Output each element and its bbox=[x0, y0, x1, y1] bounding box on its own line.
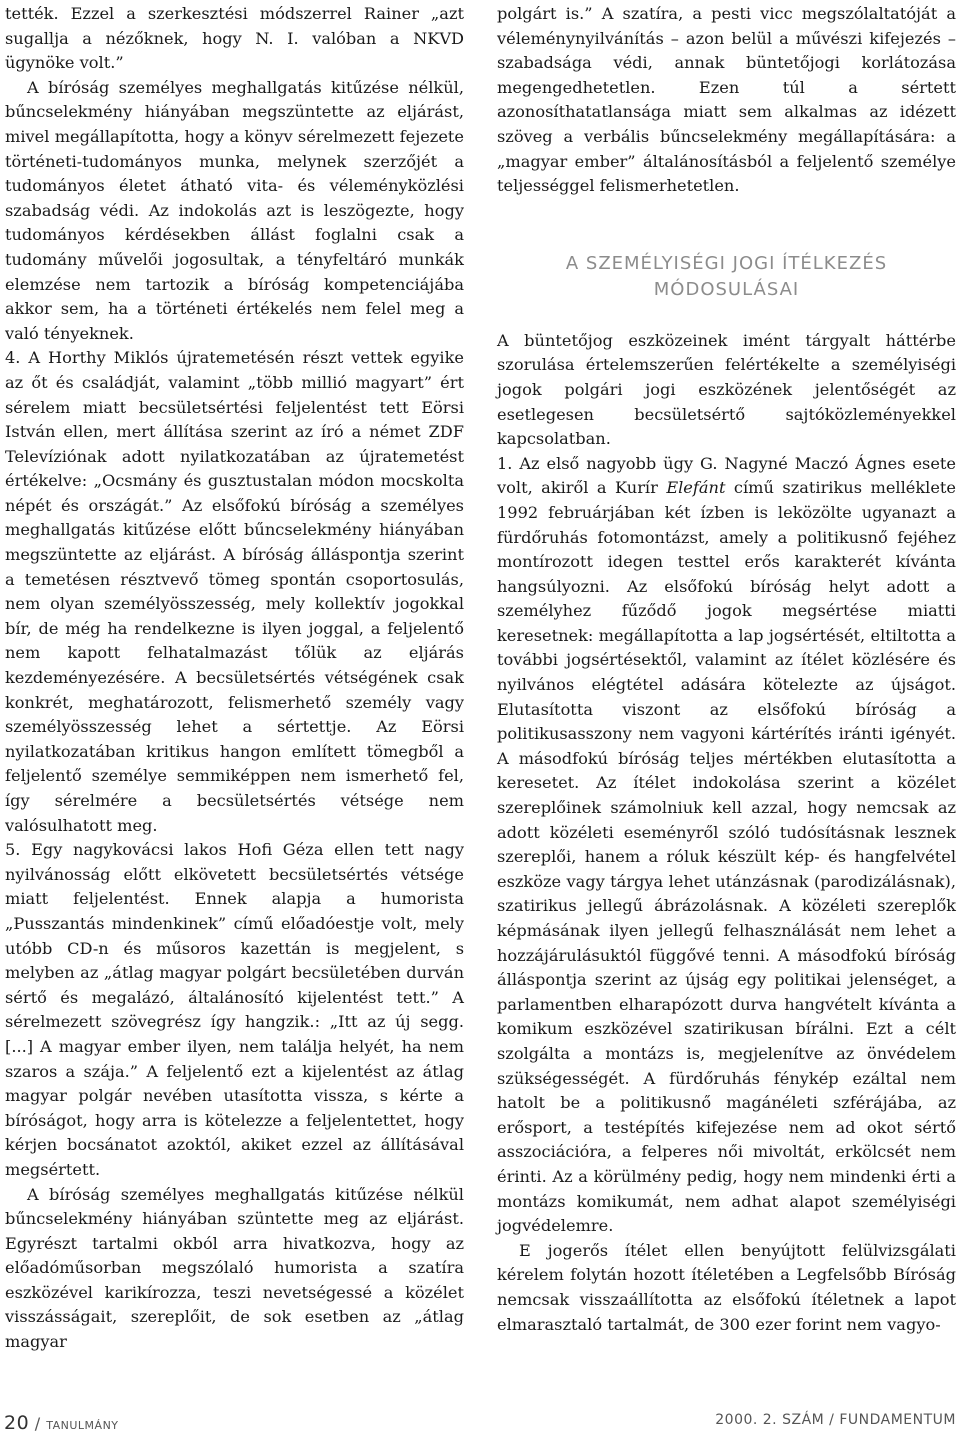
paragraph: 5. Egy nagykovácsi lakos Hofi Géza ellen tett nagy nyilvánosság előtt elkövetett becsületsértés vétsége miatt feljelentést. Ennek alapja a humorista „Pusszantás mindenkinek” című előadóestje volt, mely utóbb CD-n és műsoros kazettán is megjelent, s melyben az „átlag magyar polgárt becsületében durván sértő és megalázó, általánosító kijelentést tett.” A sérelmezett szövegrész így hangzik.: „Itt az új segg. [...] A magyar ember ilyen, nem találja helyét, ha nem szaros a szája.” A feljelentő ezt a kijelentést az átlag magyar polgár nevében utasította vissza, s kérte a bíróságot, hogy arra is kötelezze a feljelentettet, hogy kérjen bocsánatot azoktól, akiket ezzel az állításával megsértett. bbox=[5, 840, 464, 1179]
section-heading-line1: A SZEMÉLYISÉGI JOGI ÍTÉLKEZÉS bbox=[565, 252, 888, 274]
paragraph-text: 1. Az első nagyobb ügy G. Nagyné Maczó Ágnes esete volt, akiről a Kurír bbox=[497, 453, 956, 498]
paragraph: A büntetőjog eszközeinek imént tárgyalt háttérbe szorulása értelemszerűen felértékelte a személyiségi jogok polgári jogi eszközének jelentőségét az esetlegesen becsületsértő sajtóközleményekkel kapcsolatban. bbox=[497, 330, 956, 449]
paragraph: E jogerős ítélet ellen benyújtott felülvizsgálati kérelem folytán hozott ítéletében a Legfelsőbb Bíróság nemcsak visszaállította az elsőfokú ítéletnek a lapot elmarasztaló tartalmát, de 300 ezer forint nem vagyo- bbox=[497, 1240, 956, 1334]
paragraph: 4. A Horthy Miklós újratemetésén részt vettek egyike az őt és családját, valamint „több millió magyart” ért sérelem miatt becsületsértési feljelentést tett Eörsi István ellen, mert állítása szerint az író a német ZDF Televíziónak adott nyilatkozatában az újratemetést értékelve: „Ocsmány és gusztustalan módon mocskolta népét és országát.” Az elsőfokú bíróság a személyes meghallgatás kitűzése előtt bűncselekmény hiányában megszüntette az eljárást. A bíróság álláspontja szerint a temetésen résztvevő tömeg spontán csoportosulás, nem olyan személyösszesség, mely kollektív jogokkal bír, de még ha rendelkezne is ilyen joggal, a feljelentő nem kapott felhatalmazást tőlük az eljárás kezdeményezésére. A becsületsértés vétségének csak konkrét, meghatározott, felismerhető személy vagy személyösszesség lehet a sértettje. Az Eörsi nyilatkozatában kritikus hangon említett tömegből a feljelentő személye semmiképpen nem ismerhető fel, így sérelmére a becsületsértés vétsége nem valósulhatott meg. bbox=[5, 348, 464, 835]
section-heading-line2: MÓDOSULÁSAI bbox=[653, 278, 800, 300]
footer-issue: 2000. 2. SZÁM / FUNDAMENTUM bbox=[715, 1412, 956, 1428]
footer-left bbox=[4, 1412, 119, 1436]
paragraph bbox=[497, 452, 956, 1239]
publication-title: Elefánt bbox=[666, 478, 726, 498]
left-column bbox=[5, 2, 464, 1355]
paragraph-text: című szatirikus melléklete 1992 februárjában két ízben is leközölte ugyanazt a fürdőruhás fotomontázst, amely a politikusnő fejéhez montírozott idegen testtel erős karakterét kívánta hangsúlyozni. Az elsőfokú bíróság helyt adott a személyhez fűződő jogok megsértése miatti keresetnek: megállapította a lap jogsértését, eltiltotta a további jogsértésektől, valamint az ítélet közlésére és nyilvános elégtétel adására kötelezte az újságot. Elutasította viszont az elsőfokú bíróság a politikusasszony nem vagyoni kártérítés iránti igényét. A másodfokú bíróság teljes mértékben elutasította a keresetet. Az ítélet indokolása szerint a közélet szereplőinek számolniuk kell azzal, hogy nemcsak az adott közéleti eseményről szóló tudósításnak lesznek szereplői, hanem a róluk készült kép- és hangfelvétel eszköze vagy tárgya lehet utánzásnak (parodizálásnak), szatirikus jellegű ábrázolásnak. A közéleti szereplők képmásának ilyen jellegű felhasználását nem lehet a hozzájárulásuktól függővé tenni. A másodfokú bíróság álláspontja szerint az újság egy politikai jelenséget, a parlamentben elharapózott durva hangvételt kívánta a komikum eszközével szatirikusan bírálni. Ezt a célt szolgálta a montázs is, megjelenítve az önvédelem szükségességét. A fürdőruhás fénykép ezáltal nem hatolt be a politikusnő magánéleti szférájába, az erősport, a testépítés kifejezése nem ad okot sértő asszociációra, a felperes női mivoltát, erkölcsét nem érinti. Az a körülmény pedig, hogy nem mindenki érti a montázs komikumát, nem adhat alapot személyiségi jogvédelemre. bbox=[497, 478, 956, 1236]
section-heading bbox=[497, 251, 956, 303]
paragraph: A bíróság személyes meghallgatás kitűzése nélkül, bűncselekmény hiányában megszüntette az eljárást, mivel megállapította, hogy a könyv sérelmezett fejezete történeti-tudományos munka, melynek szerzőjét a tudományos életet átható vita- és véleményközlési szabadság védi. Az indokolás azt is leszögezte, hogy tudományos kérdésekben állást foglalni csak a tudomány művelői jogosultak, a tényfeltáró munkák elemzése nem tartozik a bíróság kompetenciájába akkor sem, ha a történeti értékelés nem felel meg a való tényeknek. bbox=[5, 77, 464, 343]
paragraph: tették. Ezzel a szerkesztési módszerrel Rainer „azt sugallja a nézőknek, hogy N. I. valóban a NKVD ügynöke volt.” bbox=[5, 4, 464, 73]
paragraph: A bíróság személyes meghallgatás kitűzése nélkül bűncselekmény hiányában szüntette meg az eljárást. Egyrészt tartalmi okból arra hivatkozva, hogy az előadóműsorban megszólaló humorista a szatíra eszközével karikírozza, teszi nevetségessé a közélet visszásságait, szereplőit, de sok esetben az „átlag magyar bbox=[5, 1184, 464, 1352]
page-number: 20 bbox=[4, 1412, 30, 1434]
footer-section: / tanulmány bbox=[29, 1414, 119, 1433]
right-column bbox=[497, 2, 956, 1337]
paragraph: polgárt is.” A szatíra, a pesti vicc megszólaltatóját a véleménynyilvánítás – azon belül a művészi kifejezés – szabadsága védi, annak büntetőjogi korlátozása megengedhetetlen. Ezen túl a sértett azonosíthatatlansága miatt sem alkalmas az idézett szöveg a verbális bűncselekmény megállapítására: a „magyar ember” általánosításból a feljelentő személye teljességgel felismerhetetlen. bbox=[497, 4, 956, 196]
